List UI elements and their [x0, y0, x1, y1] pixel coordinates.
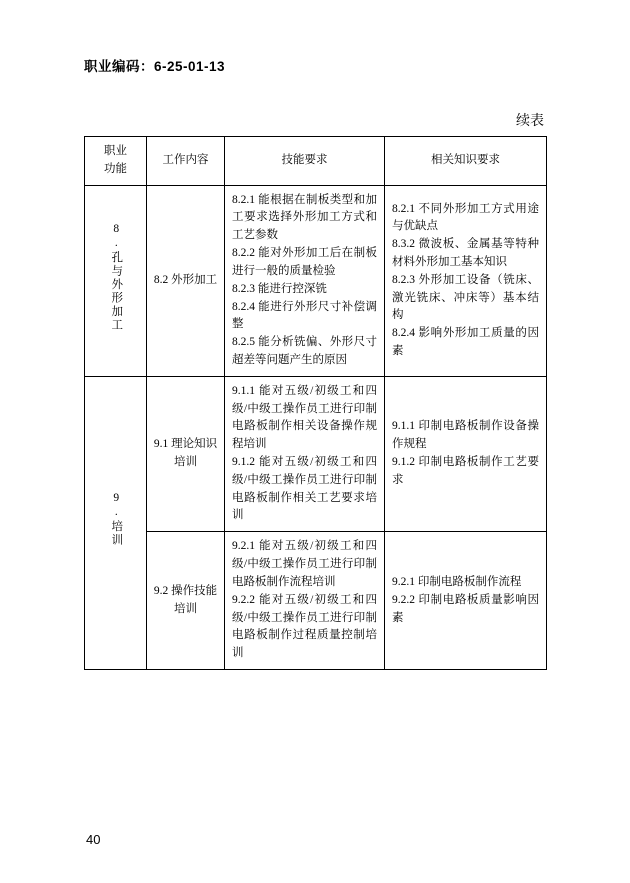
cell-knowledge-8-2	[385, 185, 547, 376]
header-occupational-function-line1: 职业	[104, 145, 127, 157]
function-label-8: 8.孔与外形加工	[110, 222, 123, 332]
cell-work-content-8-2: 8.2 外形加工	[147, 185, 225, 376]
continued-table-label: 续表	[516, 114, 544, 129]
skill-requirements-table	[84, 136, 547, 670]
table-row	[85, 532, 547, 670]
cell-skill-9-2	[225, 532, 385, 670]
page-number: 40	[86, 832, 101, 847]
cell-knowledge-9-2	[385, 532, 547, 670]
table-row	[85, 185, 547, 376]
skill-item: 8.2.4 能进行外形尺寸补偿调整	[232, 300, 377, 331]
knowledge-item: 8.3.2 微波板、金属基等特种材料外形加工基本知识	[392, 238, 539, 268]
header-occupational-function-line2: 功能	[104, 162, 127, 175]
table-header-row	[85, 137, 547, 186]
skill-item: 9.1.2 能对五级/初级工和四级/中级工操作员工进行印制电路板制作相关工艺要求培训	[232, 456, 377, 522]
table-row	[85, 376, 547, 532]
header-occupational-function	[85, 137, 147, 186]
cell-skill-9-1	[225, 376, 385, 532]
knowledge-item: 8.2.1 不同外形加工方式用途与优缺点	[392, 202, 539, 233]
occupation-code: 职业编码：6-25-01-13	[84, 59, 226, 74]
header-knowledge-requirements: 相关知识要求	[385, 137, 547, 186]
cell-work-content-9-1: 9.1 理论知识培训	[147, 376, 225, 532]
knowledge-item: 8.2.4 影响外形加工质量的因素	[392, 327, 539, 358]
cell-function-8	[85, 185, 147, 376]
knowledge-item: 9.2.1 印制电路板制作流程	[392, 575, 522, 588]
knowledge-item: 9.1.2 印制电路板制作工艺要求	[392, 456, 539, 486]
skill-item: 9.2.1 能对五级/初级工和四级/中级工操作员工进行印制电路板制作流程培训	[232, 540, 377, 588]
knowledge-item: 8.2.3 外形加工设备（铣床、激光铣床、冲床等）基本结构	[392, 273, 539, 322]
skill-item: 8.2.5 能分析铣偏、外形尺寸超差等问题产生的原因	[232, 336, 377, 366]
header-work-content: 工作内容	[147, 137, 225, 186]
cell-function-9	[85, 376, 147, 669]
function-label-9: 9.培训	[110, 491, 123, 547]
cell-work-content-9-2: 9.2 操作技能培训	[147, 532, 225, 670]
knowledge-item: 9.2.2 印制电路板质量影响因素	[392, 593, 539, 624]
cell-skill-8-2	[225, 185, 385, 376]
knowledge-item: 9.1.1 印制电路板制作设备操作规程	[392, 420, 539, 451]
skill-item: 8.2.1 能根据在制板类型和加工要求选择外形加工方式和工艺参数	[232, 193, 377, 242]
skill-item: 9.1.1 能对五级/初级工和四级/中级工操作员工进行印制电路板制作相关设备操作规程培训	[232, 384, 377, 451]
cell-knowledge-9-1	[385, 376, 547, 532]
skill-item: 8.2.2 能对外形加工后在制板进行一般的质量检验	[232, 247, 377, 277]
skill-item: 8.2.3 能进行控深铣	[232, 282, 327, 295]
skill-item: 9.2.2 能对五级/初级工和四级/中级工操作员工进行印制电路板制作过程质量控制培训	[232, 593, 377, 660]
header-skill-requirements: 技能要求	[225, 137, 385, 186]
